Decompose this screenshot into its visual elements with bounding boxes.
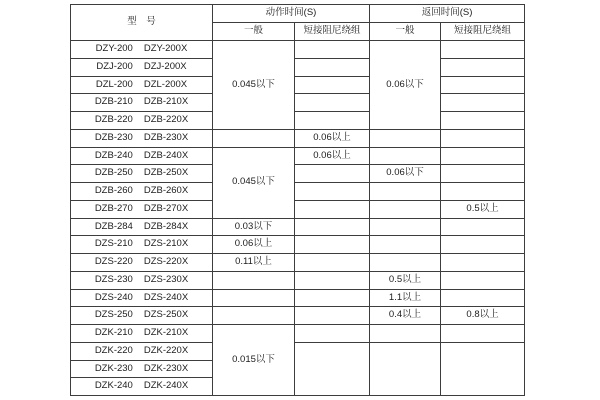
model-code-x: DZK-210X	[143, 327, 189, 339]
empty-cell	[441, 41, 525, 59]
empty-cell	[295, 183, 370, 201]
empty-cell	[213, 271, 295, 289]
model-code-x: DZS-220X	[143, 256, 189, 268]
model-code-x: DZB-260X	[143, 185, 189, 197]
model-code-x: DZJ-200X	[143, 60, 187, 72]
model-code: DZS-230	[94, 273, 133, 285]
model-cell	[71, 147, 213, 165]
model-code: DZS-250	[94, 309, 133, 321]
empty-cell	[441, 129, 525, 147]
empty-cell	[441, 58, 525, 76]
value-cell-action-general: 0.045以下	[213, 147, 295, 218]
empty-cell	[441, 112, 525, 130]
model-code: DZK-210	[94, 327, 133, 339]
subheader-action-general: 一般	[213, 23, 295, 41]
empty-cell	[441, 342, 525, 395]
model-code: DZK-240	[94, 380, 133, 392]
model-code: DZY-200	[95, 43, 133, 55]
model-cell	[71, 325, 213, 343]
empty-cell	[295, 58, 370, 76]
value-cell-action-general: 0.11以上	[213, 254, 295, 272]
empty-cell	[441, 236, 525, 254]
model-cell	[71, 289, 213, 307]
value-cell-return-general: 0.06以下	[370, 165, 441, 183]
model-cell	[71, 378, 213, 396]
model-cell	[71, 112, 213, 130]
model-code-x: DZK-240X	[143, 380, 189, 392]
empty-cell	[295, 165, 370, 183]
empty-cell	[370, 342, 441, 395]
model-code-x: DZB-270X	[143, 202, 189, 214]
model-code-x: DZS-230X	[143, 273, 189, 285]
empty-cell	[370, 325, 441, 343]
empty-cell	[295, 325, 370, 343]
empty-cell	[295, 254, 370, 272]
empty-cell	[213, 129, 295, 147]
empty-cell	[295, 342, 370, 395]
value-cell-action-damping: 0.06以上	[295, 147, 370, 165]
model-cell	[71, 218, 213, 236]
model-code: DZB-230	[94, 131, 133, 143]
empty-cell	[370, 200, 441, 218]
model-cell	[71, 307, 213, 325]
value-cell-action-general: 0.03以下	[213, 218, 295, 236]
empty-cell	[370, 147, 441, 165]
model-cell	[71, 76, 213, 94]
empty-cell	[295, 200, 370, 218]
subheader-action-damping: 短接阻尼绕组	[295, 23, 370, 41]
model-cell	[71, 58, 213, 76]
model-code-x: DZB-250X	[143, 167, 189, 179]
value-cell-action-general: 0.06以上	[213, 236, 295, 254]
model-code-x: DZB-284X	[143, 220, 189, 232]
model-code: DZB-250	[94, 167, 133, 179]
model-cell	[71, 41, 213, 59]
empty-cell	[295, 41, 370, 59]
model-cell	[71, 360, 213, 378]
model-code-x: DZS-210X	[143, 238, 189, 250]
model-code-x: DZY-200X	[143, 43, 188, 55]
model-code: DZB-210	[94, 96, 133, 108]
subheader-return-damping: 短接阻尼绕组	[441, 23, 525, 41]
empty-cell	[441, 94, 525, 112]
empty-cell	[213, 307, 295, 325]
model-cell	[71, 94, 213, 112]
value-cell-return-damping: 0.8以上	[441, 307, 525, 325]
empty-cell	[441, 183, 525, 201]
model-cell	[71, 342, 213, 360]
model-code-x: DZL-200X	[143, 78, 188, 90]
empty-cell	[370, 129, 441, 147]
empty-cell	[441, 289, 525, 307]
model-cell	[71, 271, 213, 289]
model-code-x: DZK-220X	[143, 344, 189, 356]
model-code: DZL-200	[95, 78, 133, 90]
col-header-action-time: 动作时间(S)	[213, 5, 370, 23]
model-cell	[71, 254, 213, 272]
model-code: DZS-210	[94, 238, 133, 250]
model-code: DZK-230	[94, 362, 133, 374]
empty-cell	[441, 165, 525, 183]
model-cell	[71, 165, 213, 183]
value-cell-return-general: 1.1以上	[370, 289, 441, 307]
subheader-return-general: 一般	[370, 23, 441, 41]
model-code-x: DZB-240X	[143, 149, 189, 161]
model-code-x: DZB-220X	[143, 114, 189, 126]
value-cell-return-damping: 0.5以上	[441, 200, 525, 218]
empty-cell	[441, 76, 525, 94]
model-code: DZS-240	[94, 291, 133, 303]
empty-cell	[295, 112, 370, 130]
empty-cell	[295, 236, 370, 254]
empty-cell	[441, 271, 525, 289]
model-code-x: DZS-250X	[143, 309, 189, 321]
model-code: DZJ-200	[96, 60, 133, 72]
model-cell	[71, 129, 213, 147]
empty-cell	[295, 76, 370, 94]
model-code-x: DZK-230X	[143, 362, 189, 374]
empty-cell	[295, 218, 370, 236]
model-code-x: DZB-230X	[143, 131, 189, 143]
empty-cell	[441, 254, 525, 272]
empty-cell	[370, 218, 441, 236]
empty-cell	[441, 218, 525, 236]
col-header-return-time: 返回时间(S)	[370, 5, 525, 23]
empty-cell	[370, 254, 441, 272]
value-cell-action-general: 0.015以下	[213, 325, 295, 396]
empty-cell	[441, 147, 525, 165]
empty-cell	[295, 94, 370, 112]
model-cell	[71, 200, 213, 218]
model-code: DZB-240	[94, 149, 133, 161]
model-code-x: DZB-210X	[143, 96, 189, 108]
model-code: DZB-260	[94, 185, 133, 197]
model-code-x: DZS-240X	[143, 291, 189, 303]
value-cell-return-general: 0.4以上	[370, 307, 441, 325]
model-cell	[71, 236, 213, 254]
value-cell-action-general: 0.045以下	[213, 41, 295, 130]
empty-cell	[295, 307, 370, 325]
col-header-model: 型 号	[71, 5, 213, 41]
empty-cell	[370, 236, 441, 254]
empty-cell	[295, 289, 370, 307]
value-cell-return-general: 0.5以上	[370, 271, 441, 289]
model-cell	[71, 183, 213, 201]
model-code: DZK-220	[94, 344, 133, 356]
model-code: DZB-270	[94, 202, 133, 214]
empty-cell	[370, 183, 441, 201]
model-code: DZS-220	[94, 256, 133, 268]
empty-cell	[213, 289, 295, 307]
model-code: DZB-220	[94, 114, 133, 126]
empty-cell	[441, 325, 525, 343]
value-cell-return-general: 0.06以下	[370, 41, 441, 130]
value-cell-action-damping: 0.06以上	[295, 129, 370, 147]
relay-time-spec-table	[70, 4, 525, 396]
empty-cell	[295, 271, 370, 289]
model-code: DZB-284	[94, 220, 133, 232]
